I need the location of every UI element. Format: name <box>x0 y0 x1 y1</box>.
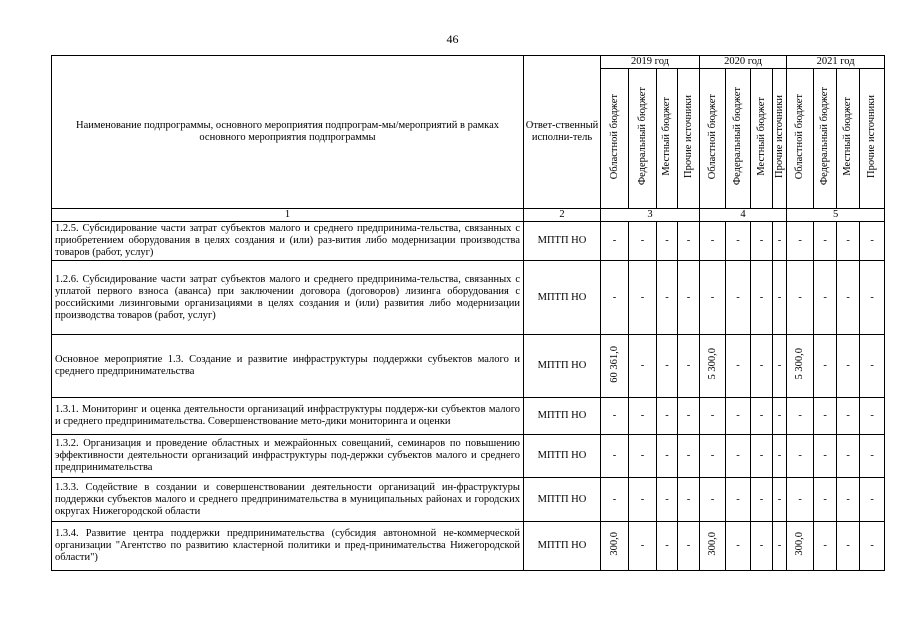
row-executor: МПТП НО <box>524 478 601 522</box>
header-year-2019: 2019 год <box>601 56 700 69</box>
row-value: - <box>657 398 678 435</box>
row-value: - <box>773 335 787 398</box>
header-column-regional: Областной бюджет <box>601 69 629 209</box>
row-value: - <box>678 398 700 435</box>
row-value: - <box>657 435 678 478</box>
row-value: - <box>860 261 885 335</box>
row-value: - <box>700 435 726 478</box>
row-executor: МПТП НО <box>524 398 601 435</box>
row-value: - <box>678 478 700 522</box>
table-row <box>52 222 885 261</box>
column-number: 3 <box>601 209 700 222</box>
row-value: - <box>601 398 629 435</box>
row-value: 300,0 <box>700 522 726 571</box>
row-value: - <box>751 222 773 261</box>
row-value: - <box>678 261 700 335</box>
row-value: 5 300,0 <box>700 335 726 398</box>
row-value: - <box>726 522 751 571</box>
row-executor: МПТП НО <box>524 435 601 478</box>
column-number: 2 <box>524 209 601 222</box>
row-value: - <box>601 261 629 335</box>
header-year-2021: 2021 год <box>787 56 885 69</box>
row-value: - <box>657 335 678 398</box>
row-value: - <box>678 222 700 261</box>
row-value: - <box>726 478 751 522</box>
row-value: - <box>814 398 837 435</box>
header-column-other: Прочие источники <box>678 69 700 209</box>
column-number: 4 <box>700 209 787 222</box>
row-value: - <box>751 398 773 435</box>
row-value: - <box>860 222 885 261</box>
column-number: 5 <box>787 209 885 222</box>
column-numbers-row <box>52 209 885 222</box>
row-value: - <box>814 335 837 398</box>
row-value: - <box>773 435 787 478</box>
row-value: - <box>814 435 837 478</box>
row-value: - <box>860 398 885 435</box>
header-column-regional: Областной бюджет <box>787 69 814 209</box>
row-name: 1.2.5. Субсидирование части затрат субъектов малого и среднего предпринима-тельства, связанных с приобретением оборудования в целях создания и (или) раз-вития либо модернизации производства товаров (работ, услуг) <box>52 222 524 261</box>
header-column-federal: Федеральный бюджет <box>726 69 751 209</box>
row-value: - <box>751 435 773 478</box>
row-value: - <box>700 261 726 335</box>
header-column-regional: Областной бюджет <box>700 69 726 209</box>
row-value: - <box>773 478 787 522</box>
row-value: - <box>814 222 837 261</box>
row-value: - <box>657 522 678 571</box>
header-column-other: Прочие источники <box>860 69 885 209</box>
header-column-federal: Федеральный бюджет <box>629 69 657 209</box>
row-value: - <box>773 522 787 571</box>
row-executor: МПТП НО <box>524 522 601 571</box>
row-value: - <box>657 478 678 522</box>
row-value: - <box>678 335 700 398</box>
row-value: - <box>700 222 726 261</box>
row-value: - <box>629 222 657 261</box>
table-row <box>52 435 885 478</box>
row-value: - <box>629 522 657 571</box>
row-value: - <box>773 222 787 261</box>
table-row <box>52 478 885 522</box>
row-value: - <box>837 435 860 478</box>
row-value: - <box>860 478 885 522</box>
row-name: 1.3.2. Организация и проведение областных и межрайонных совещаний, семинаров по повышению эффективности деятельности организаций инфраструктуры под-держки субъектов малого и среднего предпринимательства <box>52 435 524 478</box>
row-value: 5 300,0 <box>787 335 814 398</box>
table-body <box>52 222 885 571</box>
row-value: - <box>678 522 700 571</box>
row-value: - <box>629 478 657 522</box>
row-value: - <box>837 478 860 522</box>
row-value: - <box>751 522 773 571</box>
row-value: - <box>787 222 814 261</box>
row-value: - <box>629 435 657 478</box>
row-value: - <box>751 478 773 522</box>
row-value: - <box>787 435 814 478</box>
row-value: - <box>773 398 787 435</box>
header-column-local: Местный бюджет <box>751 69 773 209</box>
header-year-2020: 2020 год <box>700 56 787 69</box>
row-name: 1.3.4. Развитие центра поддержки предпринимательства (субсидия автономной не-коммерческой организации "Агентство по развитию кластерной политики и пред-принимательства Нижегородской области") <box>52 522 524 571</box>
row-value: - <box>657 261 678 335</box>
table-row <box>52 522 885 571</box>
row-value: - <box>837 335 860 398</box>
row-value: - <box>601 435 629 478</box>
row-name: 1.3.1. Мониторинг и оценка деятельности организаций инфраструктуры поддерж-ки субъектов малого и среднего предпринимательства. Совершенствование мето-дики мониторинга и оценки <box>52 398 524 435</box>
row-value: - <box>678 435 700 478</box>
row-value: - <box>814 261 837 335</box>
row-value: - <box>860 522 885 571</box>
row-value: - <box>814 522 837 571</box>
row-value: - <box>787 478 814 522</box>
row-value: - <box>787 261 814 335</box>
row-executor: МПТП НО <box>524 261 601 335</box>
budget-table <box>51 55 885 571</box>
row-value: 300,0 <box>601 522 629 571</box>
row-value: - <box>726 435 751 478</box>
row-name: Основное мероприятие 1.3. Создание и развитие инфраструктуры поддержки субъектов малого и среднего предпринимательства <box>52 335 524 398</box>
page-number: 46 <box>446 32 459 46</box>
row-value: - <box>726 398 751 435</box>
header-column-local: Местный бюджет <box>657 69 678 209</box>
row-executor: МПТП НО <box>524 222 601 261</box>
row-executor: МПТП НО <box>524 335 601 398</box>
row-value: - <box>700 398 726 435</box>
row-value: - <box>726 222 751 261</box>
row-value: - <box>814 478 837 522</box>
header-name: Наименование подпрограммы, основного мероприятия подпрограм-мы/мероприятий в рамках основного мероприятия подпрограммы <box>52 56 524 209</box>
row-value: - <box>629 398 657 435</box>
row-value: - <box>726 335 751 398</box>
header-executor: Ответ-ственный исполни-тель <box>524 56 601 209</box>
row-value: - <box>837 222 860 261</box>
row-value: - <box>837 522 860 571</box>
header-column-federal: Федеральный бюджет <box>814 69 837 209</box>
row-value: - <box>751 261 773 335</box>
row-value: - <box>657 222 678 261</box>
row-value: - <box>629 261 657 335</box>
row-value: - <box>860 435 885 478</box>
table-row <box>52 335 885 398</box>
row-name: 1.3.3. Содействие в создании и совершенствовании деятельности организаций ин-фраструктуры поддержки субъектов малого и среднего предпринимательства в муниципальных районах и городских округах Нижегородской области <box>52 478 524 522</box>
row-value: - <box>773 261 787 335</box>
header-column-local: Местный бюджет <box>837 69 860 209</box>
row-value: - <box>837 261 860 335</box>
row-value: - <box>787 398 814 435</box>
row-value: - <box>726 261 751 335</box>
table-row <box>52 398 885 435</box>
row-value: - <box>751 335 773 398</box>
header-column-other: Прочие источники <box>773 69 787 209</box>
column-number: 1 <box>52 209 524 222</box>
row-value: - <box>629 335 657 398</box>
row-value: - <box>700 478 726 522</box>
row-value: - <box>601 478 629 522</box>
row-name: 1.2.6. Субсидирование части затрат субъектов малого и среднего предпринима-тельства, связанных с уплатой первого взноса (аванса) при заключении договора (договоров) лизинга оборудования с российскими лизинговыми организациями в целях создания и (или) развития либо модернизации производства товаров (работ, услуг) <box>52 261 524 335</box>
table-row <box>52 261 885 335</box>
row-value: 60 361,0 <box>601 335 629 398</box>
row-value: - <box>860 335 885 398</box>
row-value: - <box>601 222 629 261</box>
row-value: - <box>837 398 860 435</box>
row-value: 300,0 <box>787 522 814 571</box>
